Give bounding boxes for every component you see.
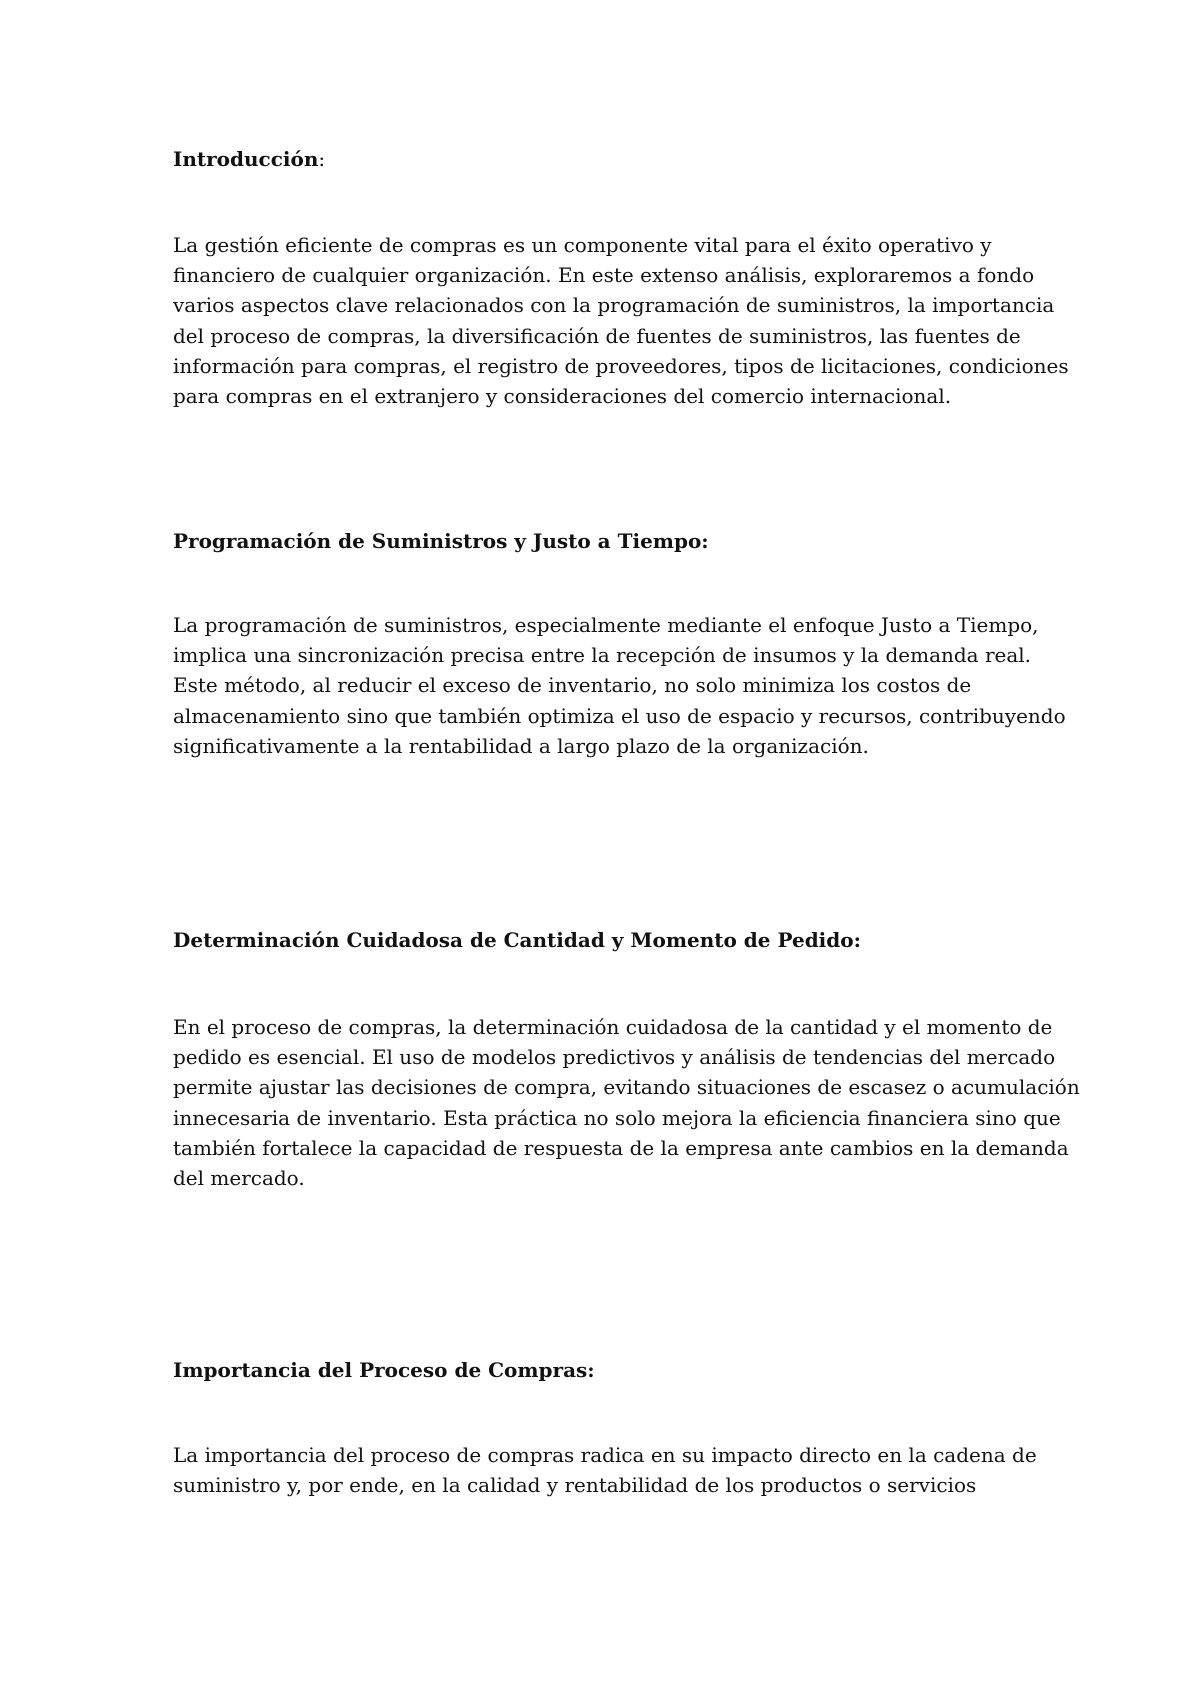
heading-text: Introducción: [173, 147, 319, 171]
paragraph-line: para compras en el extranjero y consideraciones del comercio internacional.: [173, 384, 952, 409]
paragraph-line: La importancia del proceso de compras radica en su impacto directo en la cadena de: [173, 1443, 1037, 1467]
paragraph-line: pedido es esencial. El uso de modelos predictivos y análisis de tendencias del mercado: [173, 1045, 1056, 1070]
paragraph-line: suministro y, por ende, en la calidad y rentabilidad de los productos o servicios: [173, 1473, 977, 1498]
paragraph-line: implica una sincronización precisa entre la recepción de insumos y la demanda real.: [173, 643, 1032, 668]
section-heading-determinacion: [173, 925, 861, 955]
paragraph-line: del proceso de compras, la diversificación de fuentes de suministros, las fuentes de: [173, 323, 1021, 348]
paragraph-importancia: [173, 1440, 1053, 1500]
heading-text: Importancia del Proceso de Compras:: [173, 1358, 595, 1382]
paragraph-line: significativamente a la rentabilidad a largo plazo de la organización.: [173, 733, 869, 758]
paragraph-programacion: [173, 610, 1066, 761]
paragraph-line: Este método, al reducir el exceso de inventario, no solo minimiza los costos de: [173, 673, 972, 698]
section-heading-introduccion: [173, 144, 325, 174]
paragraph-line: varios aspectos clave relacionados con la programación de suministros, la importancia: [173, 293, 1055, 318]
paragraph-line: financiero de cualquier organización. En este extenso análisis, exploraremos a fondo: [173, 263, 1035, 288]
heading-suffix: :: [318, 147, 326, 171]
paragraph-line: La gestión eficiente de compras es un componente vital para el éxito operativo y: [173, 233, 992, 257]
section-heading-importancia: [173, 1355, 595, 1385]
section-heading-programacion: [173, 526, 709, 556]
paragraph-line: del mercado.: [173, 1166, 305, 1191]
paragraph-introduccion: [173, 230, 1069, 411]
paragraph-line: información para compras, el registro de proveedores, tipos de licitaciones, condiciones: [173, 353, 1069, 378]
paragraph-line: En el proceso de compras, la determinación cuidadosa de la cantidad y el momento de: [173, 1015, 1053, 1039]
paragraph-line: permite ajustar las decisiones de compra, evitando situaciones de escasez o acumulación: [173, 1075, 1080, 1100]
paragraph-determinacion: [173, 1012, 1080, 1193]
paragraph-line: también fortalece la capacidad de respuesta de la empresa ante cambios en la demanda: [173, 1135, 1069, 1160]
paragraph-line: almacenamiento sino que también optimiza el uso de espacio y recursos, contribuyendo: [173, 703, 1066, 728]
heading-text: Programación de Suministros y Justo a Tiempo:: [173, 529, 709, 553]
heading-text: Determinación Cuidadosa de Cantidad y Momento de Pedido:: [173, 928, 861, 952]
paragraph-line: La programación de suministros, especialmente mediante el enfoque Justo a Tiempo,: [173, 613, 1039, 637]
paragraph-line: innecesaria de inventario. Esta práctica no solo mejora la eficiencia financiera sino que: [173, 1105, 1061, 1130]
